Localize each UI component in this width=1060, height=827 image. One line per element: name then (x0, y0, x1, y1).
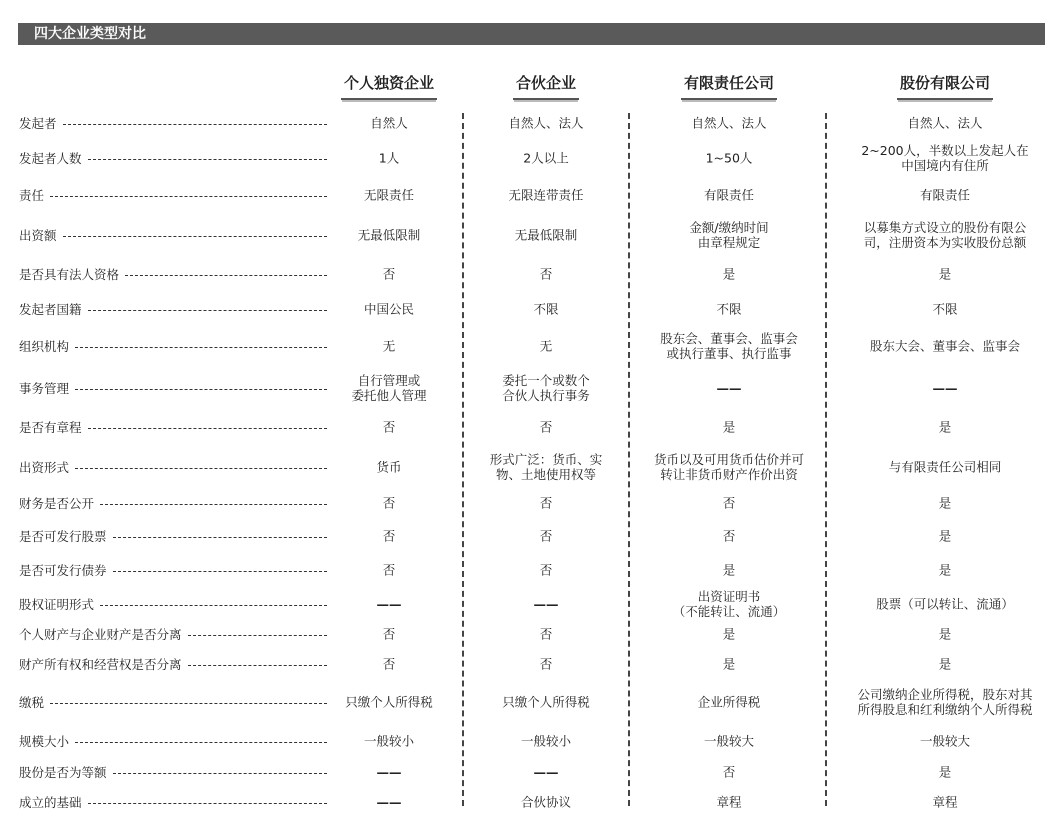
table-cell: 2~200人，半数以上发起人在 中国境内有住所 (861, 143, 1029, 173)
table-cell: 是 (938, 266, 952, 282)
table-cell: 否 (539, 528, 553, 544)
row-label (19, 337, 327, 355)
table-cell: 否 (382, 562, 396, 578)
table-row (0, 788, 1060, 816)
table-cell: 以募集方式设立的股份有限公 司，注册资本为实收股份总额 (863, 220, 1027, 250)
table-cell: 自然人、法人 (691, 115, 767, 131)
table-cell: 出资证明书 （不能转让、流通） (672, 589, 786, 619)
table-cell: 是 (938, 419, 952, 435)
table-cell: 否 (539, 562, 553, 578)
row-label (19, 527, 327, 545)
leader-line (88, 803, 327, 804)
table-cell: 不限 (932, 301, 958, 317)
leader-line (113, 773, 327, 774)
table-cell: 是 (722, 626, 736, 642)
leader-line (75, 347, 327, 348)
row-label-text: 事务管理 (19, 381, 70, 396)
leader-line (63, 124, 327, 125)
row-label-text: 股份是否为等额 (19, 765, 107, 780)
table-cell: 否 (539, 626, 553, 642)
table-row (0, 216, 1060, 254)
table-cell: 货币 (376, 459, 402, 475)
table-row (0, 412, 1060, 442)
table-cell: —— (376, 794, 402, 810)
row-label (19, 494, 327, 512)
table-cell: 否 (539, 495, 553, 511)
leader-line (113, 571, 327, 572)
table-cell: 是 (938, 656, 952, 672)
leader-line (188, 635, 327, 636)
table-cell: 与有限责任公司相同 (888, 459, 1002, 475)
table-row (0, 555, 1060, 585)
table-cell: 自然人、法人 (907, 115, 983, 131)
row-label (19, 265, 327, 283)
table-cell: 公司缴纳企业所得税，股东对其 所得股息和红利缴纳个人所得税 (857, 687, 1033, 717)
row-label-text: 是否具有法人资格 (19, 267, 120, 282)
table-row (0, 726, 1060, 756)
section-title: 四大企业类型对比 (18, 23, 1045, 45)
row-label-text: 出资额 (19, 228, 57, 243)
row-label (19, 458, 327, 476)
row-label-text: 财产所有权和经营权是否分离 (19, 657, 182, 672)
row-label-text: 出资形式 (19, 460, 70, 475)
table-row (0, 488, 1060, 518)
table-cell: 否 (722, 764, 736, 780)
leader-line (63, 236, 327, 237)
table-row (0, 447, 1060, 487)
table-cell: 1~50人 (705, 150, 753, 166)
table-cell: 中国公民 (363, 301, 414, 317)
table-cell: —— (716, 380, 742, 396)
table-cell: 1人 (378, 150, 400, 166)
table-row (0, 585, 1060, 623)
leader-line (100, 504, 327, 505)
leader-line (75, 468, 327, 469)
table-cell: 无最低限制 (514, 227, 578, 243)
table-cell: 2人以上 (523, 150, 569, 166)
table-cell: 一般较大 (919, 733, 970, 749)
row-label (19, 561, 327, 579)
leader-line (188, 665, 327, 666)
table-cell: 否 (382, 656, 396, 672)
leader-line (113, 537, 327, 538)
table-row (0, 259, 1060, 289)
row-label (19, 226, 327, 244)
row-label (19, 114, 327, 132)
row-label-text: 组织机构 (19, 339, 70, 354)
table-cell: 只缴个人所得税 (502, 694, 590, 710)
table-cell: 股东大会、董事会、监事会 (869, 338, 1020, 354)
table-cell: 是 (938, 626, 952, 642)
table-row (0, 620, 1060, 648)
table-cell: 金额/缴纳时间 由章程规定 (689, 220, 769, 250)
table-cell: 股东会、董事会、监事会 或执行董事、执行监事 (660, 331, 798, 361)
table-cell: 否 (382, 626, 396, 642)
table-cell: 不限 (533, 301, 559, 317)
table-cell: 无限连带责任 (508, 187, 584, 203)
table-cell: 不限 (716, 301, 742, 317)
row-label-text: 是否有章程 (19, 420, 82, 435)
row-label (19, 595, 327, 613)
table-cell: —— (376, 764, 402, 780)
table-cell: 是 (722, 562, 736, 578)
row-label-text: 缴税 (19, 695, 45, 710)
row-label-text: 成立的基础 (19, 795, 82, 810)
row-label-text: 发起者人数 (19, 151, 82, 166)
table-cell: 章程 (716, 794, 742, 810)
table-cell: 货币以及可用货币估价并可 转让非货币财产作价出资 (653, 452, 804, 482)
row-label-text: 是否可发行股票 (19, 529, 107, 544)
column-header-joint-stock: 股份有限公司 (836, 70, 1054, 98)
table-cell: —— (932, 380, 958, 396)
row-label-text: 财务是否公开 (19, 496, 95, 511)
table-cell: 否 (539, 656, 553, 672)
table-cell: 自行管理或 委托他人管理 (351, 373, 427, 403)
table-cell: 是 (722, 266, 736, 282)
table-cell: 企业所得税 (697, 694, 761, 710)
table-cell: 是 (938, 562, 952, 578)
table-row (0, 650, 1060, 678)
table-cell: 否 (382, 528, 396, 544)
table-cell: —— (376, 596, 402, 612)
table-row (0, 180, 1060, 210)
leader-line (88, 310, 327, 311)
row-label (19, 793, 327, 811)
table-row (0, 141, 1060, 175)
row-label-text: 发起者国籍 (19, 302, 82, 317)
table-cell: 章程 (932, 794, 958, 810)
row-label-text: 个人财产与企业财产是否分离 (19, 627, 182, 642)
table-row (0, 368, 1060, 408)
table-cell: 是 (938, 764, 952, 780)
leader-line (125, 275, 327, 276)
row-label (19, 186, 327, 204)
row-label (19, 655, 327, 673)
leader-line (100, 605, 327, 606)
row-label (19, 625, 327, 643)
table-cell: 委托一个或数个 合伙人执行事务 (502, 373, 590, 403)
row-label-text: 责任 (19, 188, 45, 203)
leader-line (50, 703, 327, 704)
row-label (19, 379, 327, 397)
leader-line (75, 742, 327, 743)
table-row (0, 294, 1060, 324)
table-cell: 无限责任 (363, 187, 414, 203)
table-row (0, 327, 1060, 365)
row-label (19, 693, 327, 711)
table-cell: 一般较大 (703, 733, 754, 749)
row-label-text: 规模大小 (19, 734, 70, 749)
table-cell: 是 (722, 656, 736, 672)
table-cell: 形式广泛：货币、实 物、土地使用权等 (489, 452, 603, 482)
table-cell: 有限责任 (703, 187, 754, 203)
row-label (19, 418, 327, 436)
table-cell: 是 (722, 419, 736, 435)
table-row (0, 682, 1060, 722)
row-label-text: 是否可发行债券 (19, 563, 107, 578)
leader-line (50, 196, 327, 197)
leader-line (75, 389, 327, 390)
table-cell: 自然人 (370, 115, 408, 131)
table-cell: 只缴个人所得税 (345, 694, 433, 710)
table-cell: 是 (938, 528, 952, 544)
table-cell: —— (533, 596, 559, 612)
row-label (19, 300, 327, 318)
table-cell: 股票（可以转让、流通） (876, 596, 1014, 612)
table-cell: 是 (938, 495, 952, 511)
row-label (19, 732, 327, 750)
row-label-text: 发起者 (19, 116, 57, 131)
table-cell: 否 (382, 495, 396, 511)
table-cell: 合伙协议 (520, 794, 571, 810)
table-cell: 一般较小 (363, 733, 414, 749)
table-cell: 有限责任 (919, 187, 970, 203)
table-cell: 无 (382, 338, 396, 354)
leader-line (88, 159, 327, 160)
table-row (0, 108, 1060, 138)
table-cell: 否 (722, 495, 736, 511)
column-header-partnership: 合伙企业 (476, 70, 616, 98)
row-label (19, 763, 327, 781)
table-cell: 否 (382, 266, 396, 282)
table-row (0, 521, 1060, 551)
leader-line (88, 428, 327, 429)
table-cell: 无最低限制 (357, 227, 421, 243)
row-label (19, 149, 327, 167)
table-cell: 否 (722, 528, 736, 544)
table-cell: 否 (539, 419, 553, 435)
table-row (0, 758, 1060, 786)
row-label-text: 股权证明形式 (19, 597, 95, 612)
table-cell: —— (533, 764, 559, 780)
column-header-llc: 有限责任公司 (640, 70, 818, 98)
table-cell: 无 (539, 338, 553, 354)
table-cell: 否 (539, 266, 553, 282)
table-cell: 自然人、法人 (508, 115, 584, 131)
column-header-sole-proprietorship: 个人独资企业 (332, 70, 446, 98)
table-cell: 一般较小 (520, 733, 571, 749)
table-cell: 否 (382, 419, 396, 435)
